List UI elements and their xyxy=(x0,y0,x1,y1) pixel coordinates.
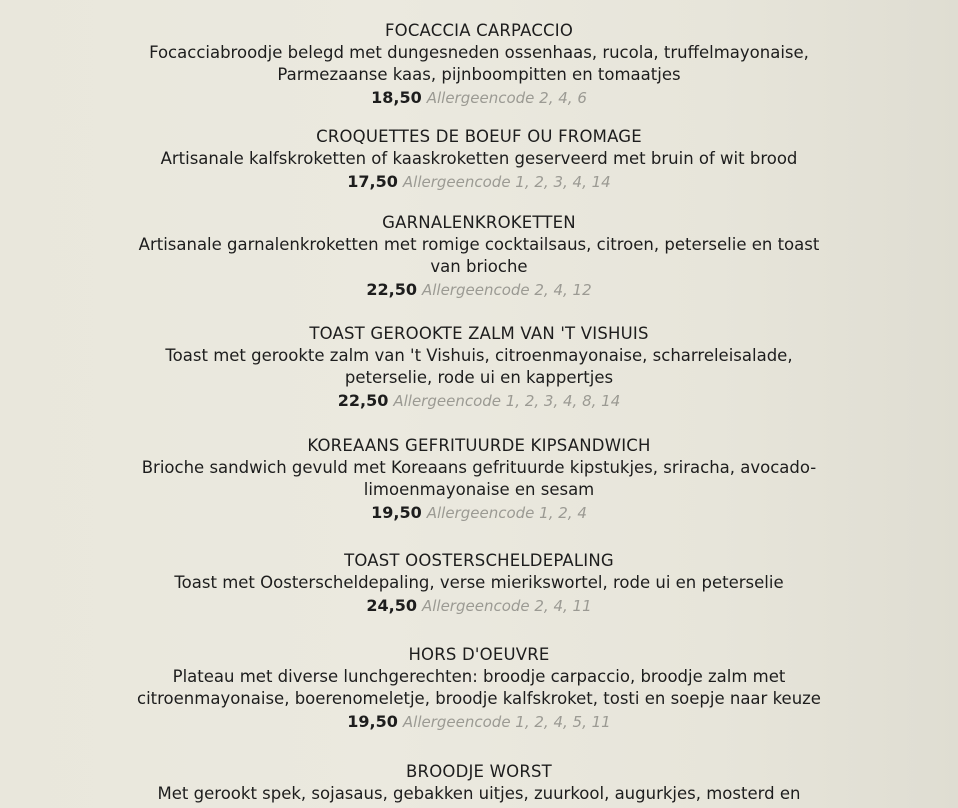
menu-item-description-line: Artisanale garnalenkroketten met romige cocktailsaus, citroen, peterselie en toast xyxy=(138,235,820,254)
menu-item-croquettes xyxy=(0,126,958,194)
menu-item-description-line: citroenmayonaise, boerenomeletje, broodje kalfskroket, tosti en soepje naar keuze xyxy=(137,689,821,708)
menu-item-oosterscheldepaling xyxy=(0,550,958,618)
menu-item-description-line: peterselie, rode ui en kappertjes xyxy=(344,368,614,387)
menu-item-description-line: Met gerookt spek, sojasaus, gebakken uitjes, zuurkool, augurkjes, mosterd en xyxy=(157,784,801,803)
menu-item-price-line xyxy=(0,710,958,734)
menu-item-price: 24,50 xyxy=(366,596,417,615)
menu-item-price-line xyxy=(0,594,958,618)
menu-item-description-line: limoenmayonaise en sesam xyxy=(363,480,595,499)
menu-item-title: CROQUETTES DE BOEUF OU FROMAGE xyxy=(316,127,642,146)
menu-item-title: KOREAANS GEFRITUURDE KIPSANDWICH xyxy=(307,436,651,455)
menu-item-price-line xyxy=(0,170,958,194)
menu-item-toast-zalm xyxy=(0,323,958,413)
menu-item-title: TOAST OOSTERSCHELDEPALING xyxy=(344,551,614,570)
menu-item-description-line: Artisanale kalfskroketten of kaaskroketten geserveerd met bruin of wit brood xyxy=(160,149,798,168)
menu-item-title: BROODJE WORST xyxy=(406,762,552,781)
menu-item-price-line xyxy=(0,278,958,302)
menu-item-garnalenkroketten xyxy=(0,212,958,302)
menu-item-title: TOAST GEROOKTE ZALM VAN 'T VISHUIS xyxy=(309,324,649,343)
menu-item-price: 19,50 xyxy=(371,503,422,522)
menu-item-price: 18,50 xyxy=(371,88,422,107)
menu-item-price: 22,50 xyxy=(337,391,389,410)
menu-item-hors-doeuvre xyxy=(0,644,958,734)
menu-item-allergens: Allergeencode 2, 4, 6 xyxy=(426,89,587,107)
menu-item-allergens: Allergeencode 1, 2, 4 xyxy=(426,504,587,522)
menu-item-description-line: van brioche xyxy=(430,257,528,276)
menu-item-allergens: Allergeencode 1, 2, 3, 4, 8, 14 xyxy=(393,392,621,410)
menu-item-description-line: Toast met gerookte zalm van 't Vishuis, citroenmayonaise, scharreleisalade, xyxy=(165,346,793,365)
menu-item-title: HORS D'OEUVRE xyxy=(408,645,550,664)
menu-item-description-line: Parmezaanse kaas, pijnboompitten en tomaatjes xyxy=(277,65,681,84)
menu-item-allergens: Allergeencode 2, 4, 11 xyxy=(421,597,592,615)
menu-item-allergens: Allergeencode 1, 2, 3, 4, 14 xyxy=(402,173,611,191)
menu-item-price-line xyxy=(0,389,958,413)
menu-item-description-line: Brioche sandwich gevuld met Koreaans gefrituurde kipstukjes, sriracha, avocado- xyxy=(141,458,817,477)
menu-item-description-line: Focacciabroodje belegd met dungesneden ossenhaas, rucola, truffelmayonaise, xyxy=(149,43,809,62)
menu-item-focaccia-carpaccio xyxy=(0,20,958,110)
menu-item-price: 19,50 xyxy=(347,712,398,731)
menu-item-description-line: Plateau met diverse lunchgerechten: broodje carpaccio, broodje zalm met xyxy=(172,667,786,686)
menu-item-description-line: Toast met Oosterscheldepaling, verse mierikswortel, rode ui en peterselie xyxy=(174,573,784,592)
menu-item-price-line xyxy=(0,86,958,110)
menu-item-title: FOCACCIA CARPACCIO xyxy=(384,21,574,40)
menu-item-price: 22,50 xyxy=(366,280,417,299)
menu-item-allergens: Allergeencode 1, 2, 4, 5, 11 xyxy=(402,713,611,731)
menu-item-title: GARNALENKROKETTEN xyxy=(382,213,576,232)
menu-item-broodje-worst xyxy=(0,761,958,805)
menu-item-price-line xyxy=(0,501,958,525)
menu-item-price: 17,50 xyxy=(347,172,398,191)
menu-item-koreaans-kipsandwich xyxy=(0,435,958,525)
menu-item-allergens: Allergeencode 2, 4, 12 xyxy=(421,281,592,299)
